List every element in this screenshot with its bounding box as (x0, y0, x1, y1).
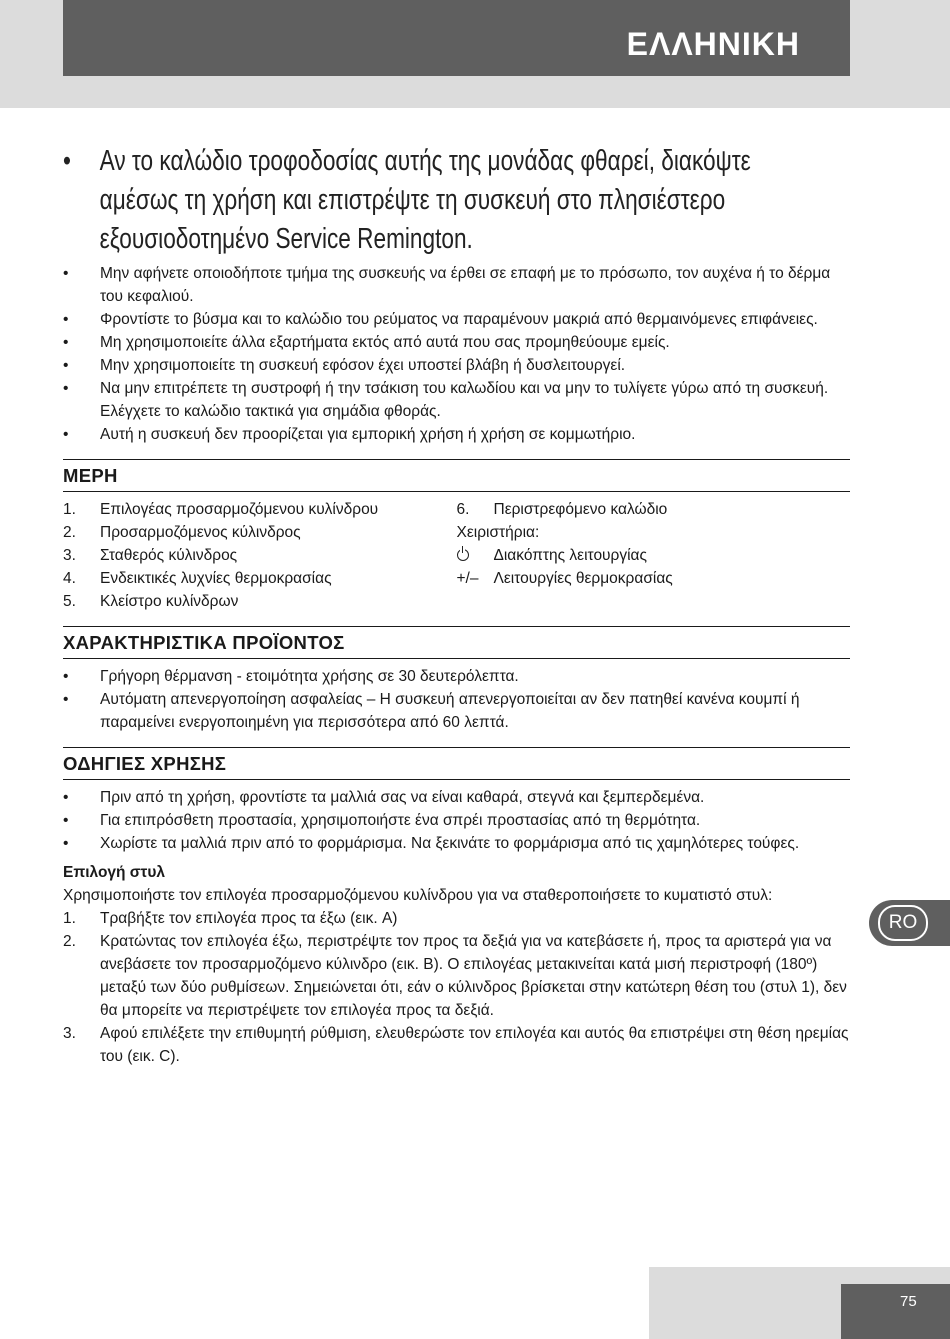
bullet: • (63, 145, 71, 177)
power-icon (457, 549, 469, 561)
list-item: • Πριν από τη χρήση, φροντίστε τα μαλλιά σας να είναι καθαρά, στεγνά και ξεμπερδεμένα. (63, 789, 705, 806)
list-item: • Μην χρησιμοποιείτε τη συσκευή εφόσον έχει υποστεί βλάβη ή δυσλειτουργεί. (63, 357, 626, 374)
features-heading: ΧΑΡΑΚΤΗΡΙΣΤΙΚΑ ΠΡΟΪΟΝΤΟΣ (63, 626, 850, 659)
list-item: • Φροντίστε το βύσμα και το καλώδιο του ρεύματος να παραμένουν μακριά από θερμαινόμενες επιφάνειες. (63, 311, 818, 328)
list-item: +/– Λειτουργίες θερμοκρασίας (456, 570, 673, 587)
page-content (63, 262, 850, 1068)
parts-section (63, 459, 850, 613)
language-badge: RO (878, 905, 928, 941)
style-heading: Επιλογή στυλ (63, 864, 165, 881)
footer-box (841, 1284, 950, 1339)
power-cord-warning (63, 142, 812, 259)
list-item: 2. Προσαρμοζόμενος κύλινδρος (63, 524, 301, 541)
list-item: • Μη χρησιμοποιείτε άλλα εξαρτήματα εκτός από αυτά που σας προμηθεύουμε εμείς. (63, 334, 670, 351)
instructions-section (63, 747, 850, 1068)
instructions-list (63, 786, 850, 855)
parts-left-column (63, 498, 457, 613)
list-item: • Μην αφήνετε οποιοδήποτε τμήμα της συσκευής να έρθει σε επαφή με το πρόσωπο, τον αυχένα ή το δέρμα του κεφαλιού. (63, 265, 831, 305)
list-item: 3. Αφού επιλέξετε την επιθυμητή ρύθμιση, ελευθερώστε τον επιλογέα και αυτός θα επιστρέψει στη θέση ηρεμίας του (εικ. C). (63, 1025, 849, 1065)
list-item: • Για επιπρόσθετη προστασία, χρησιμοποιήστε ένα σπρέι προστασίας από τη θερμότητα. (63, 812, 701, 829)
list-item: 5. Κλείστρο κυλίνδρων (63, 593, 239, 610)
instructions-heading: ΟΔΗΓΙΕΣ ΧΡΗΣΗΣ (63, 747, 850, 780)
features-list (63, 665, 850, 734)
list-item: 3. Σταθερός κύλινδρος (63, 547, 238, 564)
list-item: 4. Ενδεικτικές λυχνίες θερμοκρασίας (63, 570, 332, 587)
language-title: ΕΛΛΗΝΙΚΗ (626, 26, 800, 62)
controls-label: Χειριστήρια: (456, 524, 540, 541)
page-number: 75 (900, 1293, 917, 1310)
parts-heading: ΜΕΡΗ (63, 459, 850, 492)
list-item: 1. Επιλογέας προσαρμοζόμενου κυλίνδρου (63, 501, 379, 518)
language-bar (63, 0, 850, 76)
list-item: Διακόπτης λειτουργίας (457, 544, 851, 567)
parts-right-column (457, 498, 851, 613)
list-item: • Γρήγορη θέρμανση - ετοιμότητα χρήσης σε 30 δευτερόλεπτα. (63, 668, 519, 685)
parts-list (63, 498, 850, 613)
style-steps (63, 907, 850, 1068)
list-item: 2. Κρατώντας τον επιλογέα έξω, περιστρέψτε τον προς τα δεξιά για να κατεβάσετε ή, προς τα αριστερά για να ανεβάσετε τον προσαρμοζόμενο κύλινδρο (εικ. B). Ο επιλογέας μετακινείται κατά μισή περιστροφή (180º) μεταξύ των δύο ρυθμίσεων. Σημειώνεται ότι, εάν ο κύλινδρος βρίσκεται στην κατώτερη θέση του (στυλ 1), δεν θα μπορείτε να περιστρέψετε τον επιλογέα προς τα δεξιά. (63, 933, 847, 1019)
style-intro: Χρησιμοποιήστε τον επιλογέα προσαρμοζόμενου κυλίνδρου για να σταθεροποιήσετε το κυματιστό στυλ: (63, 887, 773, 904)
list-item: 1. Τραβήξτε τον επιλογέα προς τα έξω (εικ. A) (63, 910, 398, 927)
list-item: • Αυτή η συσκευή δεν προορίζεται για εμπορική χρήση ή χρήση σε κομμωτήριο. (63, 426, 636, 443)
list-item: • Να μην επιτρέπετε τη συστροφή ή την τσάκιση του καλωδίου και να μην το τυλίγετε γύρω από τη συσκευή. Ελέγχετε το καλώδιο τακτικά για σημάδια φθοράς. (63, 380, 829, 420)
features-section (63, 626, 850, 734)
list-item: • Χωρίστε τα μαλλιά πριν από το φορμάρισμα. Να ξεκινάτε το φορμάρισμα από τις χαμηλότερες τούφες. (63, 835, 800, 852)
list-item: 6. Περιστρεφόμενο καλώδιο (456, 501, 668, 518)
power-cord-warning-text: Αν το καλώδιο τροφοδοσίας αυτής της μονάδας φθαρεί, διακόψτε αμέσως τη χρήση και επιστρέψτε τη συσκευή στο πλησιέστερο εξουσιοδοτημένο Service Remington. (99, 145, 751, 255)
warnings-list (63, 262, 850, 446)
list-item: • Αυτόματη απενεργοποίηση ασφαλείας – Η συσκευή απενεργοποιείται αν δεν πατηθεί κανένα κουμπί ή παραμείνει ενεργοποιημένη για περισσότερα από 60 λεπτά. (63, 691, 800, 731)
